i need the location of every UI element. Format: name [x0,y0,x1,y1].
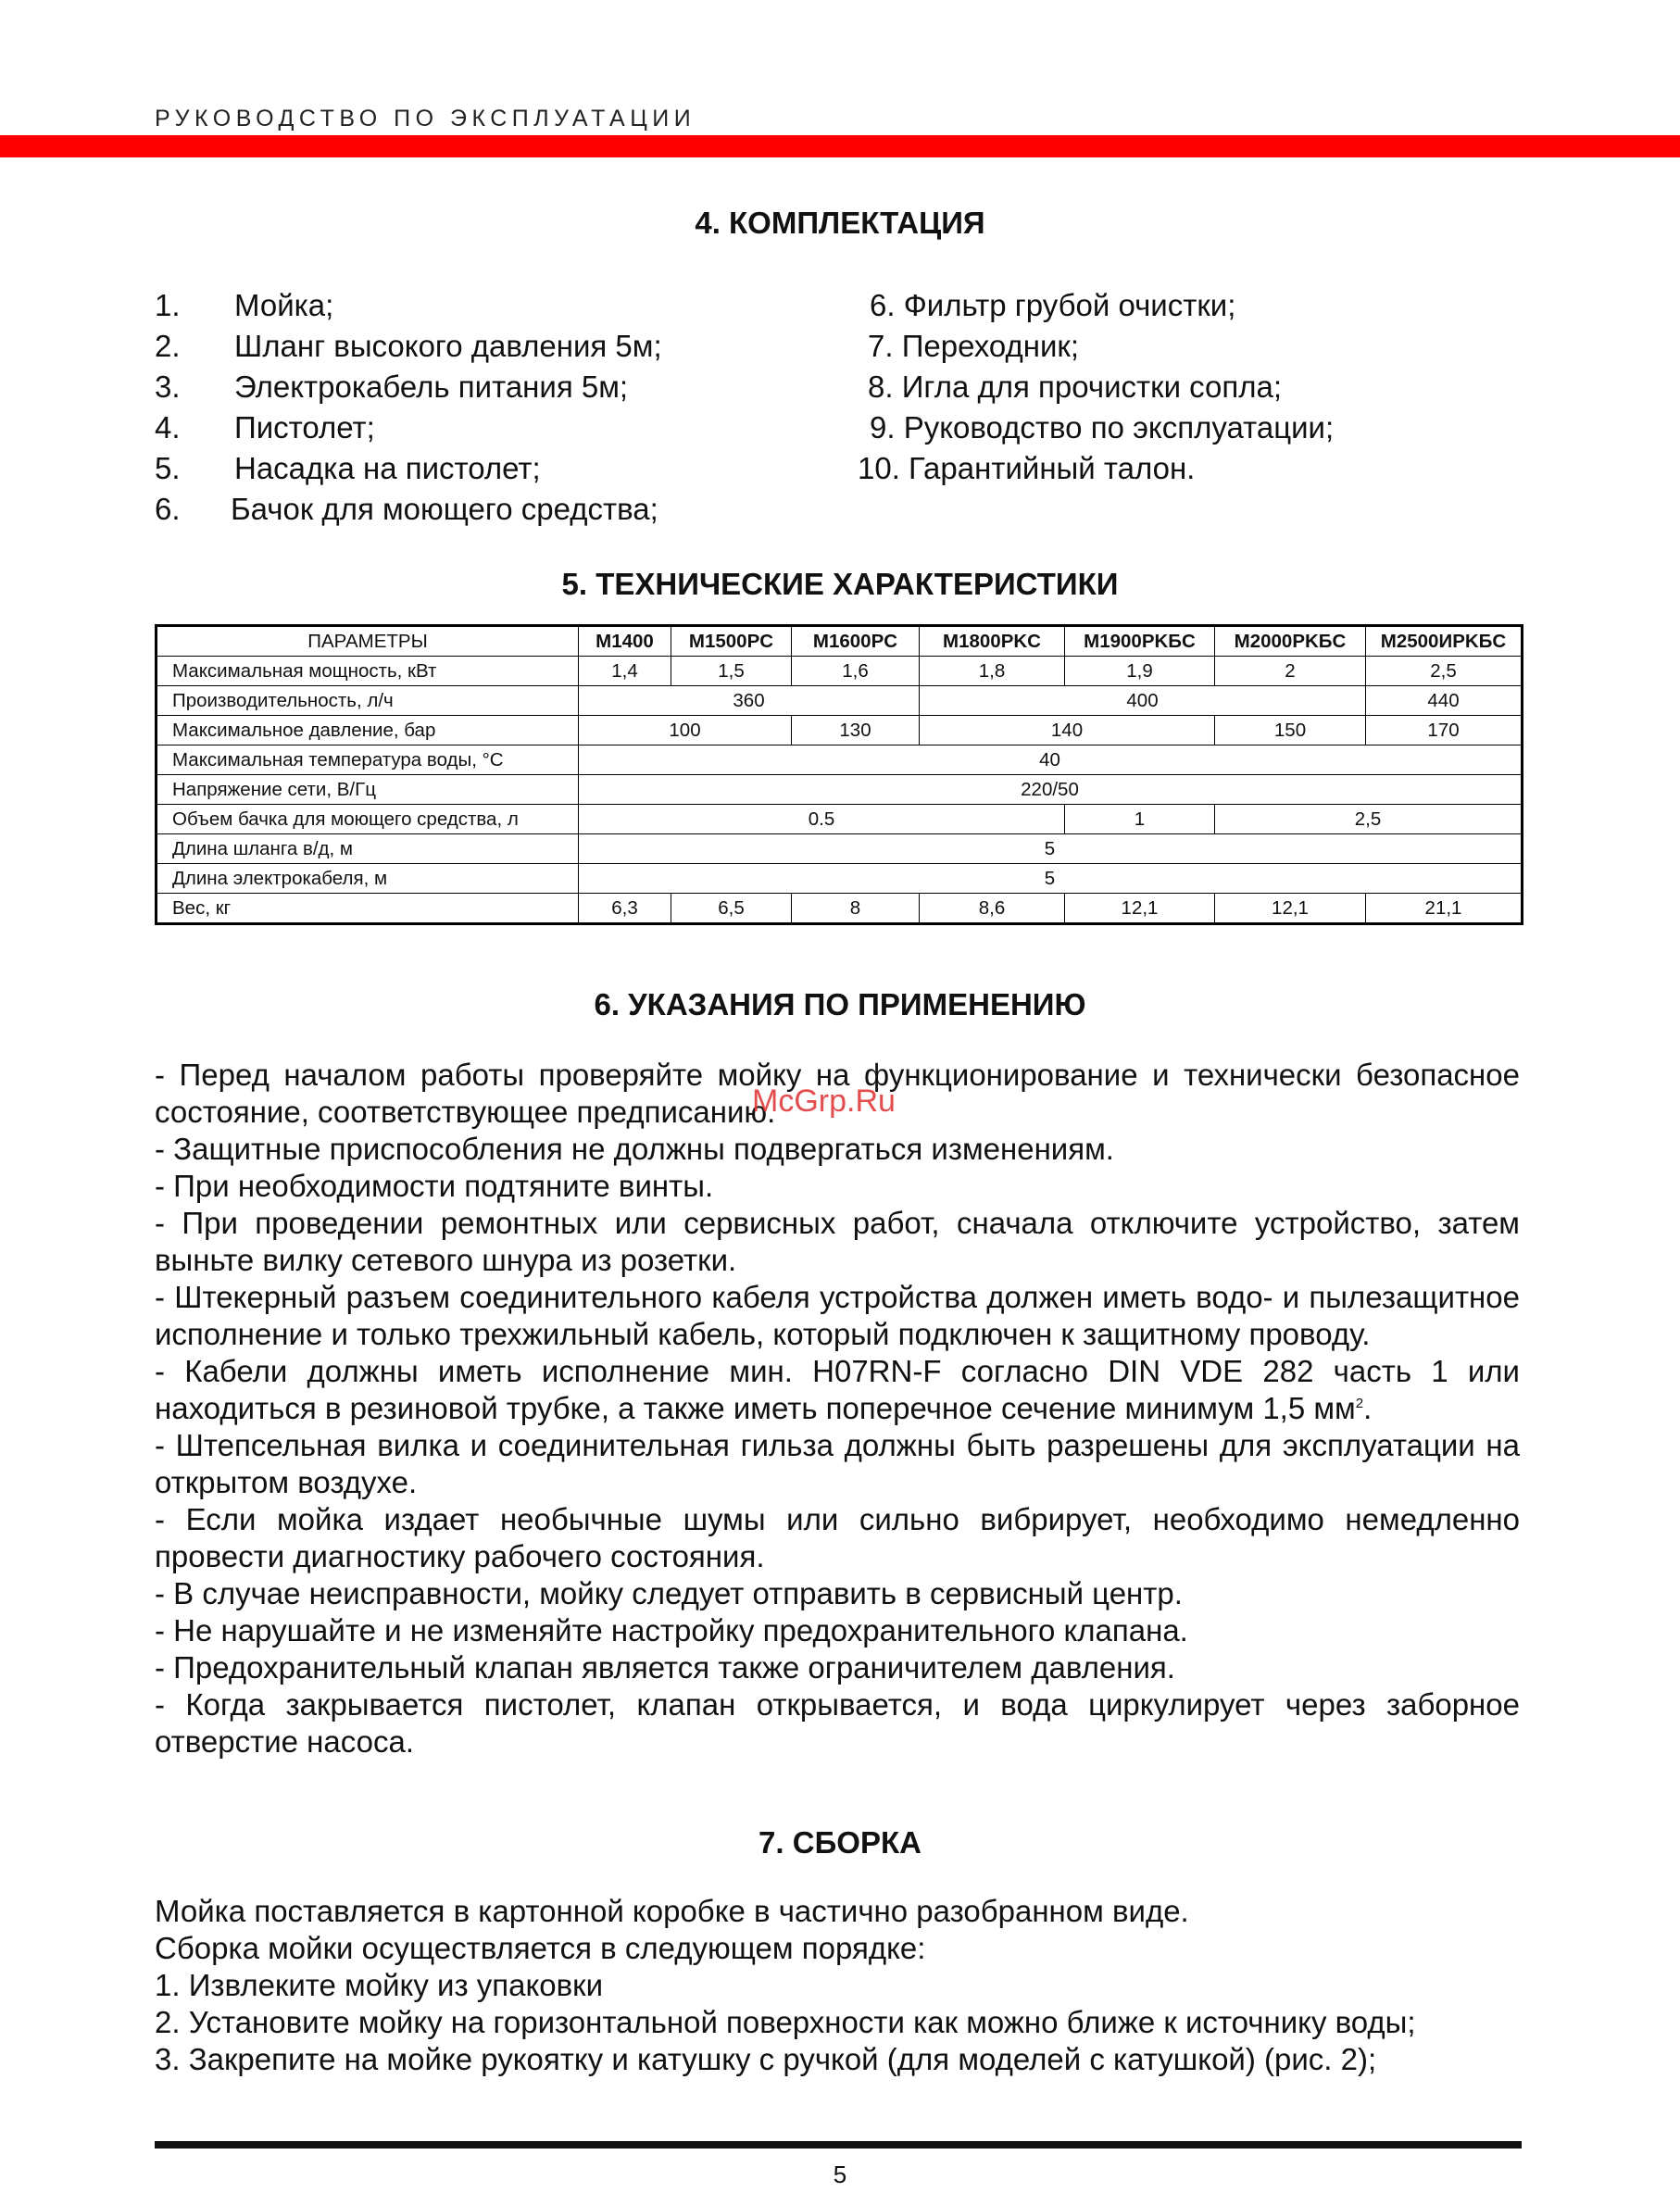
list-item: 4. Пистолет; [155,410,375,445]
list-item: 2. Шланг высокого давления 5м; [155,329,662,363]
table-cell: Длина шланга в/д, м [157,834,579,864]
list-item: 6. Бачок для моющего средства; [155,492,658,526]
page-number: 5 [833,2161,847,2188]
assembly-line: Мойка поставляется в картонной коробке в частично разобранном виде. [155,1894,1189,1928]
table-header-cell: M2500ИPKБC [1366,626,1523,657]
usage-paragraph: - Не нарушайте и не изменяйте настройку предохранительного клапана. [155,1613,1188,1647]
table-header-cell: M1500PC [671,626,792,657]
table-cell: 1,6 [792,657,920,686]
table-cell: 1,4 [579,657,671,686]
table-header-cell: ПАРАМЕТРЫ [157,626,579,657]
table-header-cell: M1800PKC [920,626,1065,657]
assembly-line: 1. Извлеките мойку из упаковки [155,1968,604,2002]
table-cell: 2 [1215,657,1366,686]
table-cell: 5 [579,834,1523,864]
table-cell: 6,5 [671,894,792,924]
usage-paragraph: - Перед началом работы проверяйте мойку на функционирование и технически безопасное состояние, соответствующее предписанию. [155,1058,1520,1129]
assembly-line: Сборка мойки осуществляется в следующем порядке: [155,1931,926,1965]
usage-paragraph: - При необходимости подтяните винты. [155,1169,714,1203]
table-row [157,657,1523,686]
footer-rule [155,2141,1522,2149]
table-cell: 1,5 [671,657,792,686]
table-cell: Объем бачка для моющего средства, л [157,805,579,834]
table-cell: 40 [579,745,1523,775]
table-header-cell: M1900PKБC [1065,626,1215,657]
table-cell: 360 [579,686,920,716]
usage-paragraph: - Предохранительный клапан является также ограничителем давления. [155,1650,1175,1685]
usage-paragraph: - Если мойка издает необычные шумы или сильно вибрирует, необходимо немедленно провести диагностику рабочего состояния. [155,1502,1520,1573]
table-cell: 1,9 [1065,657,1215,686]
section-6-title: 6. УКАЗАНИЯ ПО ПРИМЕНЕНИЮ [594,987,1086,1021]
table-cell: Максимальная мощность, кВт [157,657,579,686]
list-item: 7. Переходник; [868,329,1080,363]
table-cell: 100 [579,716,792,745]
list-item: 9. Руководство по эксплуатации; [870,410,1335,445]
table-cell: 21,1 [1366,894,1523,924]
assembly-line: 2. Установите мойку на горизонтальной поверхности как можно ближе к источнику воды; [155,2005,1416,2039]
table-cell: 8,6 [920,894,1065,924]
usage-paragraph: - Кабели должны иметь исполнение мин. H07RN-F согласно DIN VDE 282 часть 1 или находиться в резиновой трубке, а также иметь поперечное сечение минимум 1,5 $мм^2$. [155,1354,1520,1425]
table-cell: 150 [1215,716,1366,745]
table-row [157,805,1523,834]
table-cell: Вес, кг [157,894,579,924]
section-7-title: 7. СБОРКА [759,1825,921,1860]
table-row [157,745,1523,775]
usage-paragraph: - Штепсельная вилка и соединительная гильза должны быть разрешены для эксплуатации на открытом воздухе. [155,1428,1520,1499]
specs-table [155,624,1523,925]
usage-paragraph: - Когда закрывается пистолет, клапан открывается, и вода циркулирует через заборное отверстие насоса. [155,1687,1520,1759]
table-cell: Максимальная температура воды, °С [157,745,579,775]
table-cell: 170 [1366,716,1523,745]
usage-paragraph: - Штекерный разъем соединительного кабеля устройства должен иметь водо- и пылезащитное исполнение и только трехжильный кабель, который подключен к защитному проводу. [155,1280,1520,1351]
header-red-bar [0,135,1680,157]
table-row [157,834,1523,864]
table-cell: 2,5 [1366,657,1523,686]
table-header-cell: M2000PKБC [1215,626,1366,657]
assembly-line: 3. Закрепите на мойке рукоятку и катушку с ручкой (для моделей с катушкой) (рис. 2); [155,2042,1377,2076]
watermark: McGrp.Ru [752,1084,896,1119]
table-row [157,864,1523,894]
table-cell: Напряжение сети, В/Гц [157,775,579,805]
table-cell: Производительность, л/ч [157,686,579,716]
table-cell: Максимальное давление, бар [157,716,579,745]
table-cell: 1,8 [920,657,1065,686]
table-row [157,775,1523,805]
list-item: 3. Электрокабель питания 5м; [155,370,629,404]
table-cell: 6,3 [579,894,671,924]
table-cell: 440 [1366,686,1523,716]
document-header-title: РУКОВОДСТВО ПО ЭКСПЛУАТАЦИИ [155,106,696,132]
assembly-instructions [155,1893,1416,2078]
table-cell: 220/50 [579,775,1523,805]
superscript-2: 2 [1355,1396,1364,1411]
section-4-title: 4. КОМПЛЕКТАЦИЯ [695,206,985,240]
table-cell: 8 [792,894,920,924]
list-item: 8. Игла для прочистки сопла; [868,370,1283,404]
table-row [157,894,1523,924]
table-cell: 0.5 [579,805,1065,834]
table-cell: Длина электрокабеля, м [157,864,579,894]
table-header-row [157,626,1523,657]
table-header-cell: M1400 [579,626,671,657]
list-item: 6. Фильтр грубой очистки; [870,288,1236,322]
table-header-cell: M1600PC [792,626,920,657]
usage-paragraph: - Защитные приспособления не должны подвергаться изменениям. [155,1132,1114,1166]
table-cell: 1 [1065,805,1215,834]
table-cell: 2,5 [1215,805,1523,834]
usage-paragraph: - В случае неисправности, мойку следует отправить в сервисный центр. [155,1576,1183,1610]
table-cell: 12,1 [1065,894,1215,924]
table-row [157,686,1523,716]
section-5-title: 5. ТЕХНИЧЕСКИЕ ХАРАКТЕРИСТИКИ [561,567,1119,601]
usage-instructions [155,1057,1520,1760]
table-cell: 12,1 [1215,894,1366,924]
table-cell: 140 [920,716,1215,745]
usage-paragraph: - При проведении ремонтных или сервисных работ, сначала отключите устройство, затем выньте вилку сетевого шнура из розетки. [155,1206,1520,1277]
list-item: 10. Гарантийный талон. [858,451,1196,485]
table-cell: 130 [792,716,920,745]
list-item: 1. Мойка; [155,288,334,322]
list-item: 5. Насадка на пистолет; [155,451,541,485]
table-cell: 400 [920,686,1366,716]
table-row [157,716,1523,745]
table-cell: 5 [579,864,1523,894]
